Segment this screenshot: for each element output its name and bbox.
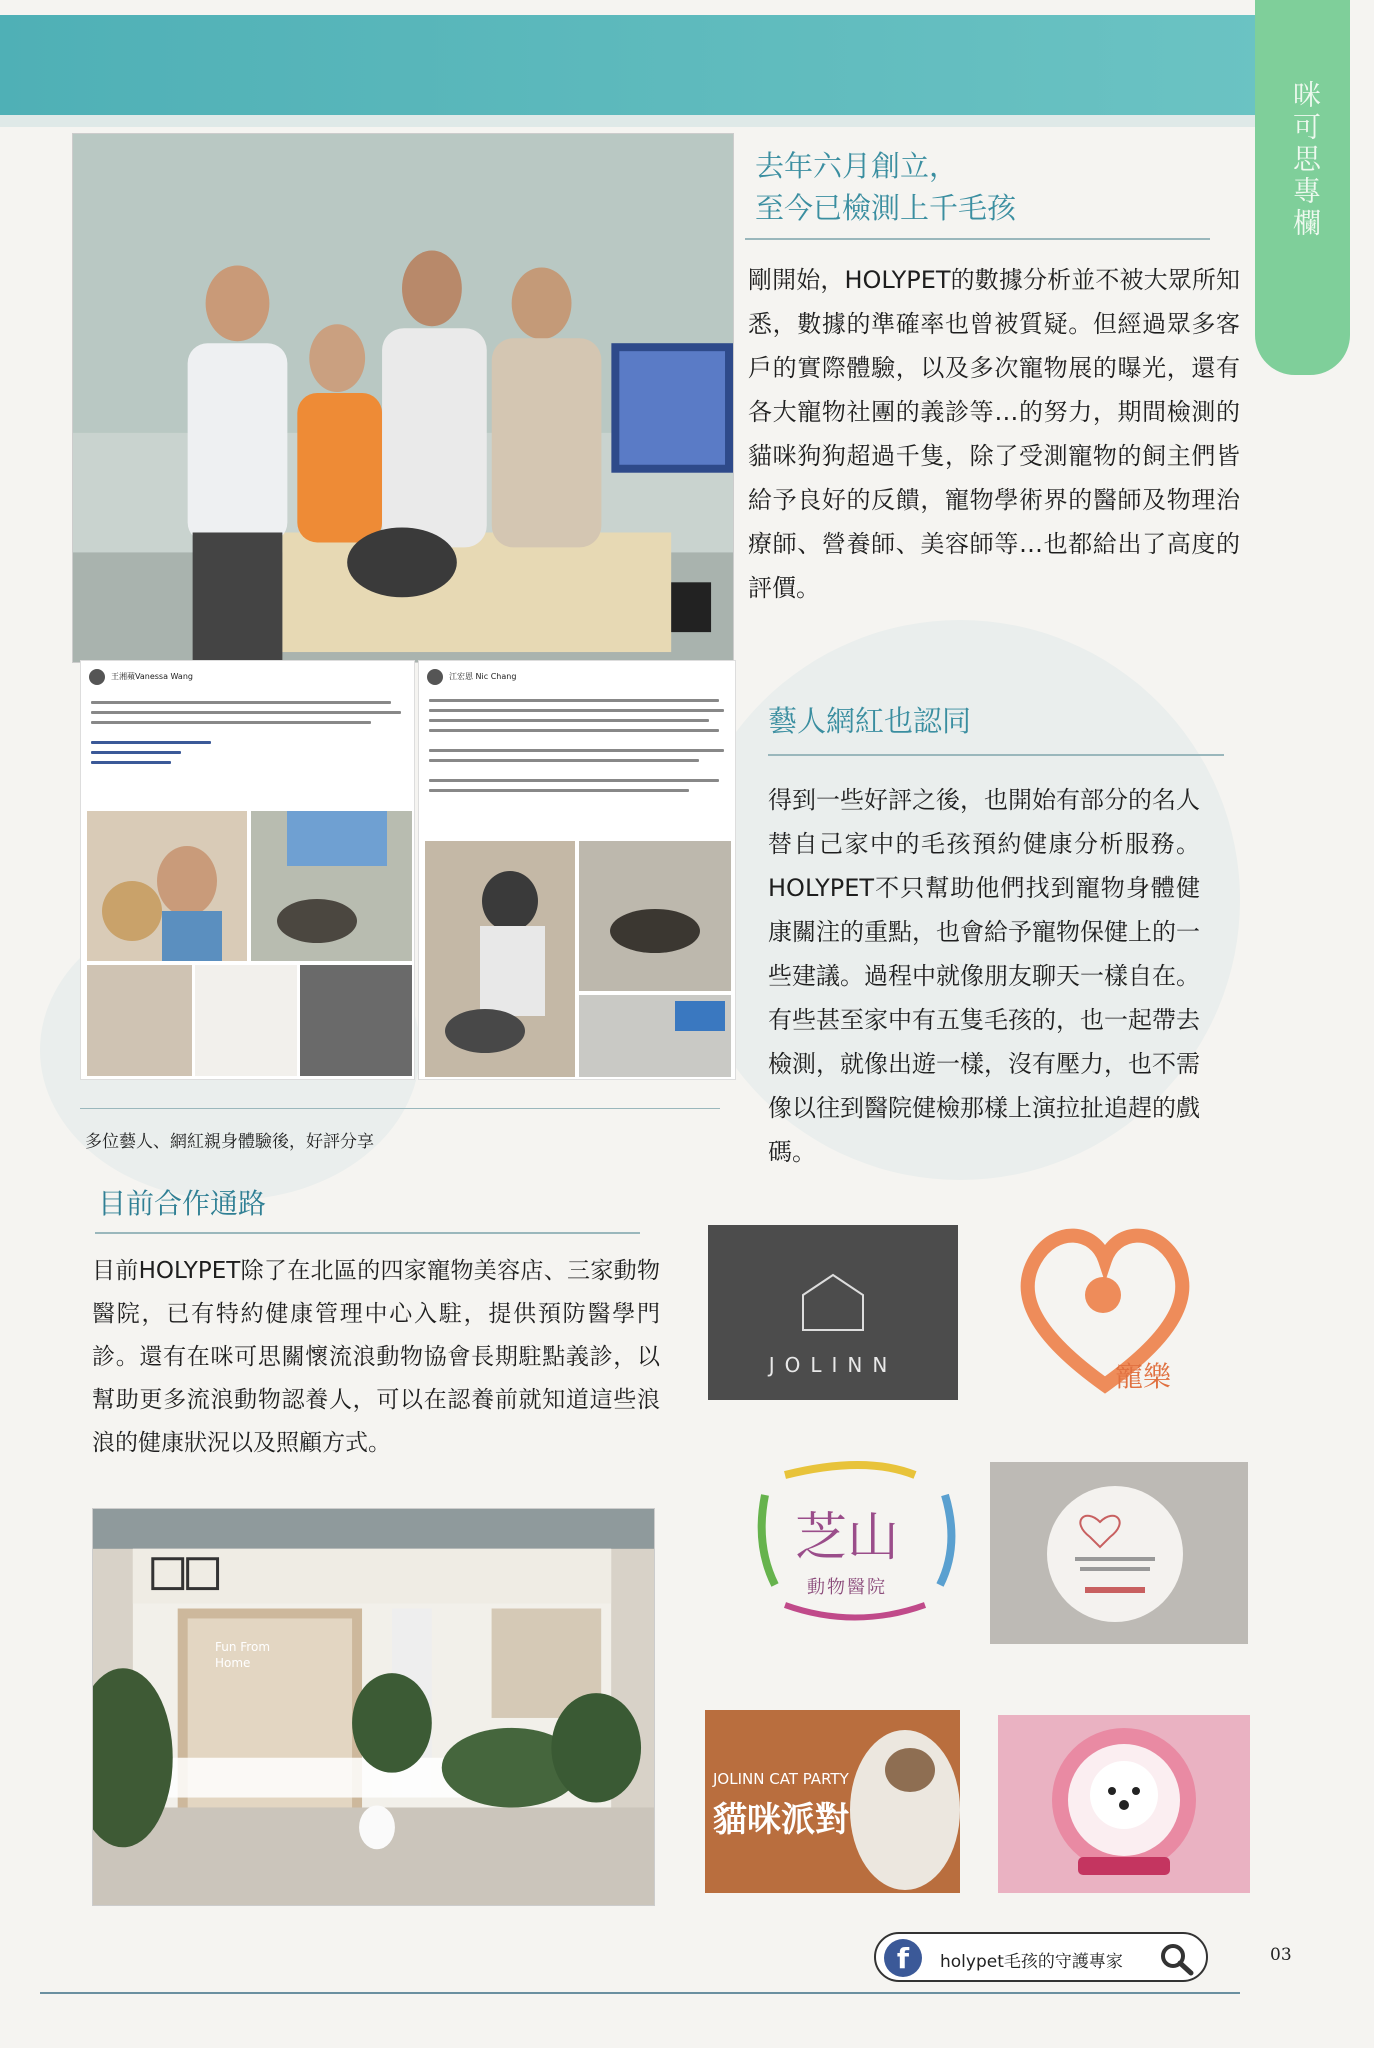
heading-line: 至今已檢測上千毛孩 [755,191,1017,225]
cat-party-chinese: 貓咪派對 [713,1800,849,1840]
post-photo-grid [425,841,731,1077]
cat-party-english: JOLINN CAT PARTY [713,1770,849,1788]
round-stamp-logo [990,1462,1248,1644]
jolinn-cat-party-logo [705,1710,960,1893]
storefront-photo [92,1508,655,1906]
avatar [427,669,443,685]
avatar [89,669,105,685]
heart-logo-text: 寵樂 [1115,1360,1172,1393]
hospital-subtitle: 動物醫院 [807,1577,887,1598]
heading-divider [95,1232,640,1234]
footer-divider [40,1992,1240,1994]
side-tab-label: 咪可思專欄 [1289,80,1322,240]
post-author: 王湘蘋Vanessa Wang [111,672,193,681]
column-side-tab [1255,0,1350,375]
zhishan-hospital-logo [745,1455,970,1635]
top-color-band [0,15,1265,115]
heading-line: 去年六月創立， [755,149,959,183]
hospital-name: 芝山 [795,1508,900,1568]
dog-grooming-logo [998,1715,1250,1893]
caption-divider [80,1108,720,1109]
facebook-icon: f [884,1939,922,1977]
post-text-line [429,759,699,762]
section-body: 剛開始，HOLYPET的數據分析並不被大眾所知悉，數據的準確率也曾被質疑。但經過眾多客戶的實際體驗，以及多次寵物展的曝光，還有各大寵物社團的義診等…的努力，期間檢測的貓咪狗狗超過千隻，除了受測寵物的飼主們皆給予良好的反饋，寵物學術界的醫師及物理治療師、營養師、美容師等…也都給出了高度的評價。 [748,266,1240,602]
section-heading: 藝人網紅也認同 [768,704,972,738]
jolinn-logo [708,1225,958,1400]
heart-pet-logo [1015,1215,1195,1400]
section-body: 目前HOLYPET除了在北區的四家寵物美容店、三家動物醫院，已有特約健康管理中心入駐，提供預防醫學門診。還有在咪可思關懷流浪動物協會長期駐點義診，以幫助更多流浪動物認養人，可以在認養前就知道這些浪浪的健康狀況以及照顧方式。 [92,1258,660,1456]
section-body: 得到一些好評之後，也開始有部分的名人替自己家中的毛孩預約健康分析服務。HOLYPET不只幫助他們找到寵物身體健康關注的重點，也會給予寵物保健上的一些建議。過程中就像朋友聊天一樣自在。有些甚至家中有五隻毛孩的，也一起帶去檢測，就像出遊一樣，沒有壓力，也不需像以往到醫院健檢那樣上演拉扯追趕的戲碼。 [768,786,1200,1166]
photo-caption: 多位藝人、網紅親身體驗後，好評分享 [85,1132,374,1152]
post-text-line [429,789,689,792]
post-text-line [91,701,391,704]
post-text-line [91,761,171,764]
facebook-post-left [80,660,415,1080]
section-heading: 目前合作通路 [98,1187,267,1220]
heading-divider [768,754,1224,756]
post-text-line [91,721,371,724]
post-author: 江宏恩 Nic Chang [449,672,517,681]
page-number: 03 [1270,1945,1292,1965]
post-text-line [91,741,211,744]
post-text-line [91,751,181,754]
post-text-line [429,779,719,782]
post-text-line [429,709,724,712]
top-band-shadow [0,115,1265,127]
post-text-line [429,719,709,722]
post-text-line [429,729,719,732]
post-text-line [429,749,724,752]
post-text-line [429,699,719,702]
post-text-line [91,711,401,714]
storefront-sign: Fun From Home [215,1640,271,1670]
facebook-post-right [418,660,736,1080]
team-photo [72,133,734,663]
post-photo-grid [87,811,412,1076]
search-icon[interactable] [1158,1942,1196,1976]
jolinn-wordmark: JOLINN [768,1353,898,1377]
section-heading [755,145,1016,229]
facebook-search-bar[interactable] [874,1932,1208,1982]
facebook-page-name: holypet毛孩的守護專家 [940,1952,1123,1972]
heading-divider [745,238,1210,240]
